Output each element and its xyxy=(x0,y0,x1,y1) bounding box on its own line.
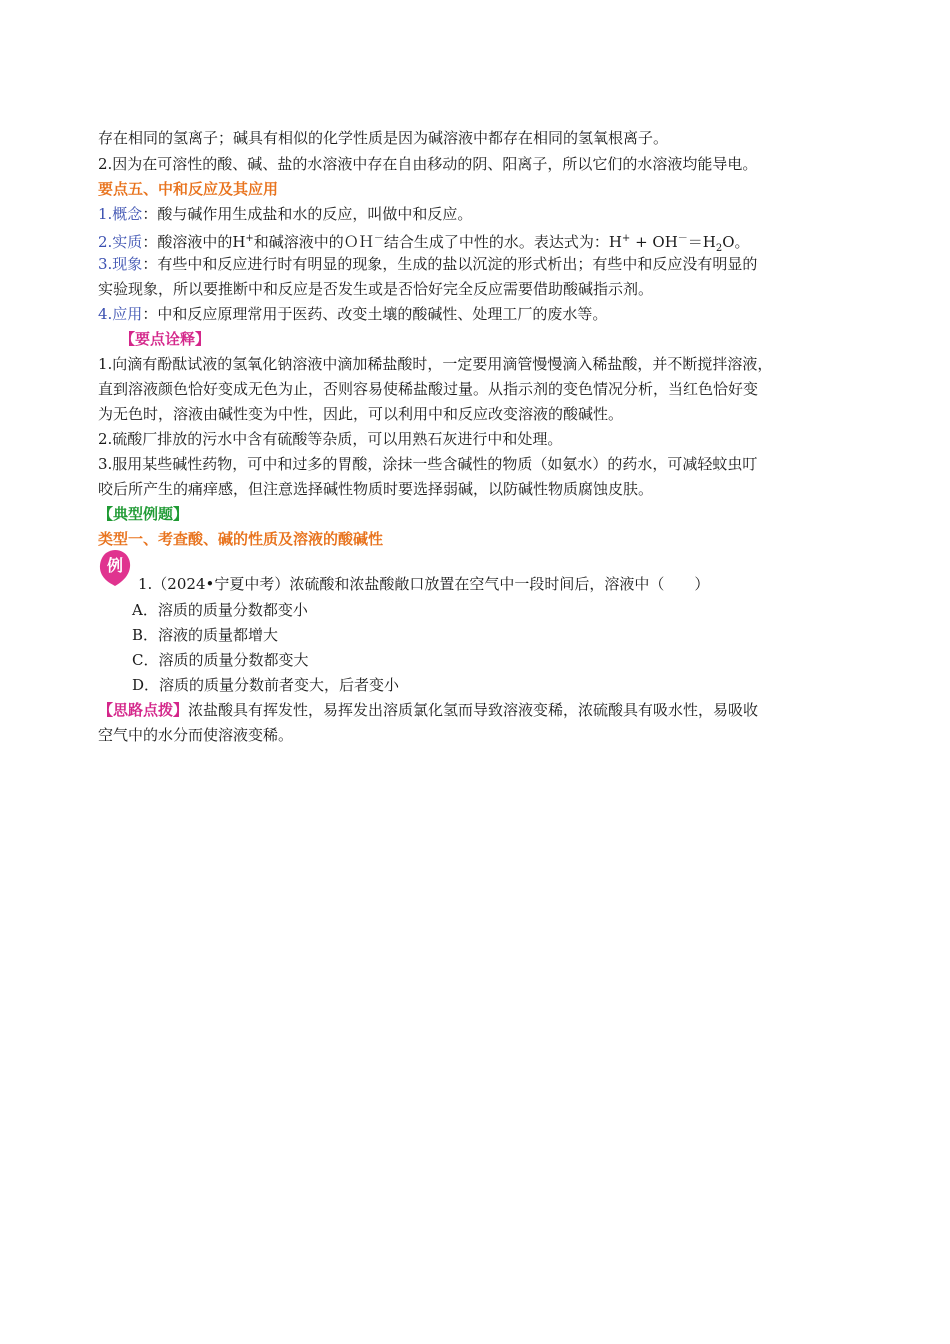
option-d: D．溶质的质量分数前者变大，后者变小 xyxy=(132,676,400,694)
text-line: 2.因为在可溶性的酸、碱、盐的水溶液中存在自由移动的阴、阳离子，所以它们的水溶液均能导电。 xyxy=(98,155,758,173)
option-b: B．溶液的质量都增大 xyxy=(132,626,279,644)
text-line: 存在相同的氢离子；碱具有相似的化学性质是因为碱溶液中都存在相同的氢氧根离子。 xyxy=(98,129,669,147)
examples-heading: 【典型例题】 xyxy=(98,505,189,523)
text-line: 3.服用某些碱性药物，可中和过多的胃酸，涂抹一些含碱性的物质（如氨水）的药水，可减轻蚊虫叮 xyxy=(98,455,758,473)
point-text: ：有些中和反应进行时有明显的现象，生成的盐以沉淀的形式析出；有些中和反应没有明显的 xyxy=(142,255,758,273)
hint-text: 浓盐酸具有挥发性，易挥发出溶质氯化氢而导致溶液变稀，浓硫酸具有吸水性，易吸收 xyxy=(188,701,759,719)
hint-line xyxy=(98,700,758,720)
point-text: ＝H xyxy=(687,233,716,251)
point-text: ：酸溶液中的H xyxy=(142,233,246,251)
option-c: C．溶质的质量分数都变大 xyxy=(132,651,309,669)
text-line: 为无色时，溶液由碱性变为中性，因此，可以利用中和反应改变溶液的酸碱性。 xyxy=(98,405,624,423)
point-label: 1.概念 xyxy=(98,205,143,223)
text-line: 直到溶液颜色恰好变成无色为止，否则容易使稀盐酸过量。从指示剂的变色情况分析，当红色恰好变 xyxy=(98,380,759,398)
superscript: － xyxy=(373,233,384,244)
point-text: 结合生成了中性的水。表达式为：H xyxy=(383,233,622,251)
point-text: ：中和反应原理常用于医药、改变土壤的酸碱性、处理工厂的废水等。 xyxy=(142,305,608,323)
superscript: + xyxy=(621,233,631,244)
point-text: ：酸与碱作用生成盐和水的反应，叫做中和反应。 xyxy=(142,205,473,223)
question-stem: 1.（2024•宁夏中考）浓硫酸和浓盐酸敞口放置在空气中一段时间后，溶液中（ ） xyxy=(138,575,710,593)
text-line: 咬后所产生的痛痒感，但注意选择碱性物质时要选择弱碱，以防碱性物质腐蚀皮肤。 xyxy=(98,480,654,498)
badge-label: 例 xyxy=(106,556,124,575)
text-line: 空气中的水分而使溶液变稀。 xyxy=(98,726,294,744)
superscript: + xyxy=(245,233,254,244)
example-badge-icon xyxy=(98,548,132,588)
point-application xyxy=(98,304,607,324)
point-text: + OH xyxy=(630,233,678,251)
point-phenomenon xyxy=(98,254,757,274)
text-line: 实验现象，所以要推断中和反应是否发生或是否恰好完全反应需要借助酸碱指示剂。 xyxy=(98,280,654,298)
point-concept xyxy=(98,204,472,224)
point-text: O。 xyxy=(722,233,750,251)
type-heading: 类型一、考查酸、碱的性质及溶液的酸碱性 xyxy=(98,530,384,548)
superscript: － xyxy=(677,233,688,244)
text-line: 2.硫酸厂排放的污水中含有硫酸等杂质，可以用熟石灰进行中和处理。 xyxy=(98,430,563,448)
option-a: A．溶质的质量分数都变小 xyxy=(132,601,308,619)
subscript: 2 xyxy=(715,243,723,254)
section-heading: 要点五、中和反应及其应用 xyxy=(98,180,279,198)
point-label: 3.现象 xyxy=(98,255,143,273)
point-text: 和碱溶液中的ＯＨ xyxy=(253,233,374,251)
point-label: 4.应用 xyxy=(98,305,143,323)
note-heading: 【要点诠释】 xyxy=(120,330,211,348)
point-label: 2.实质 xyxy=(98,233,143,251)
hint-label: 【思路点拨】 xyxy=(98,701,189,719)
text-line: 1.向滴有酚酞试液的氢氧化钠溶液中滴加稀盐酸时，一定要用滴管慢慢滴入稀盐酸，并不断搅拌溶液， xyxy=(98,355,773,373)
